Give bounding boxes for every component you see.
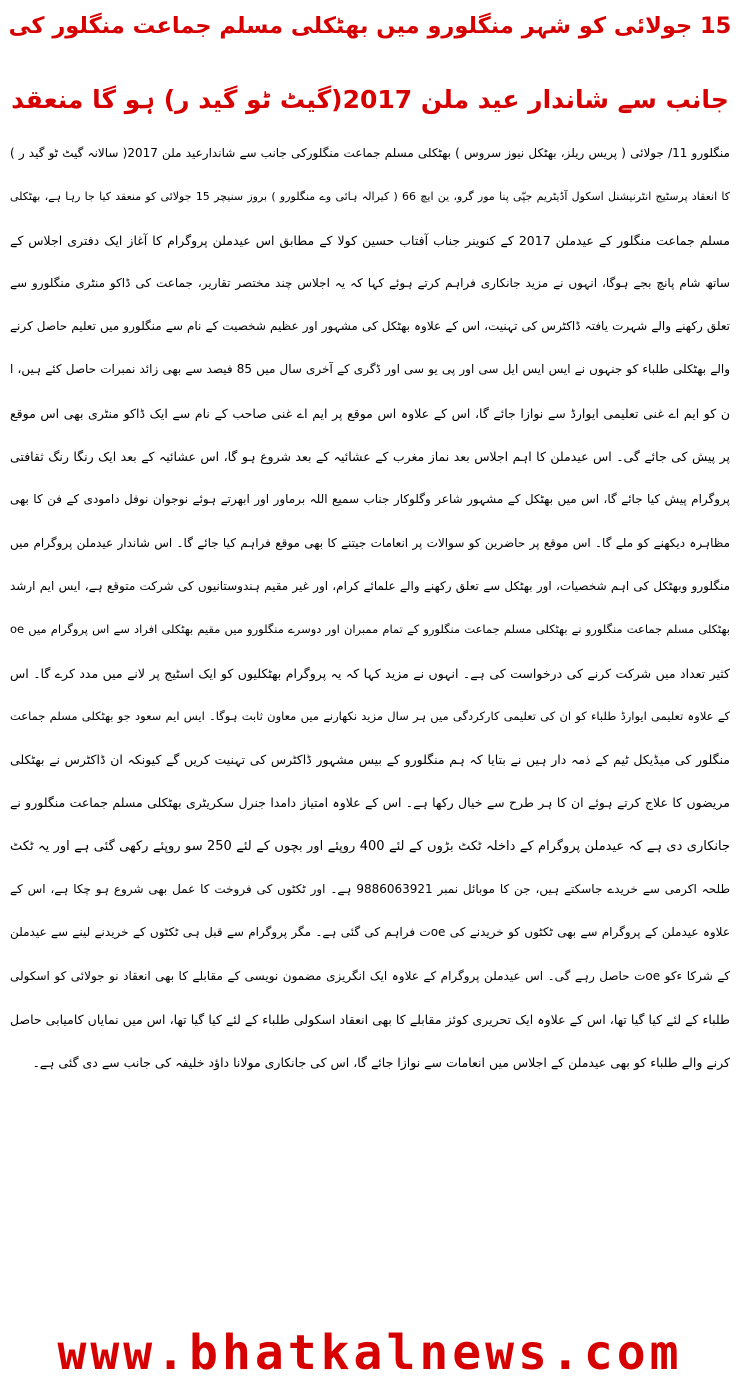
article-line: مظاہرہ دیکھنے کو ملے گا۔ اس موقع پر حاضرین کو سوالات پر انعامات جیتنے کا بھی موقع فراہم کیا جائے گا۔ اس شاندار عیدملن پروگرام میں (10, 535, 730, 550)
article-line: تعلق رکھنے والے شہرت یافتہ ڈاکٹرس کی تہنیت، اس کے علاوہ بھٹکل کی مشہور اور عظیم شخصیت کے نام سے منگلورو میں تعلیم حاصل کرنے (10, 319, 730, 334)
article-line: کے شرکا ءکو oeت حاصل رہے گی۔ اس عیدملن پروگرام کے علاوہ ایک انگریزی مضمون نویسی کے مقابلے کا بھی انعقاد نو جولائی کو اسکولی (10, 968, 730, 983)
article-line: علاوہ عیدملن کے پروگرام سے بھی ٹکٹوں کو خریدنے کی oeت فراہم کی گئی ہے۔ مگر پروگرام سے قبل ہی ٹکٹوں کے خریدنے لینے سے عیدملن (10, 925, 730, 940)
article-body (10, 132, 730, 1322)
article-line: مسلم جماعت منگلور کے عیدملن 2017 کے کنوینر جناب آفتاب حسین کولا کے مطابق اس عیدملن پروگرام کا آغاز ایک دفتری اجلاس کے (10, 232, 730, 248)
headline-line-1: 15 جولائی کو شہر منگلورو میں بھٹکلی مسلم جماعت منگلور کی (8, 13, 732, 39)
article-line: کثیر تعداد میں شرکت کرنے کی درخواست کی ہے۔ انہوں نے مزید کہا کہ یہ پروگرام بھٹکلیوں کو ایک اسٹیج پر لانے میں مدد کرے گا۔ اس (10, 665, 730, 681)
article-line: ن کو ایم اے غنی تعلیمی ایوارڈ سے نوازا جائے گا، اس کے علاوہ اس موقع پر ایم اے غنی صاحب کے نام سے ایک ڈاکو منٹری بھی اس موقع (10, 405, 730, 421)
article-line: oe بھٹکلی مسلم جماعت منگلورو نے بھٹکلی مسلم جماعت منگلورو کے تمام ممبران اور دوسرے منگلورو میں مقیم بھٹکلی افراد سے اس پروگرام میں (10, 622, 730, 637)
article-line: پر پیش کی جائے گی۔ اس عیدملن کا اہم اجلاس بعد نماز مغرب کے عشائیہ کے بعد شروع ہو گا، اس عشائیہ کے بعد ایک رنگا رنگ ثقافتی (10, 449, 730, 465)
article-line: منگلور کی میڈیکل ٹیم کے ذمہ دار ہیں نے بتایا کہ ہم منگلورو کے بیس مشہور ڈاکٹرس کی تہنیت کریں گے کیونکہ ان ڈاکٹرس نے بھٹکلی (10, 752, 730, 768)
article-line: منگلورو 11/ جولائی ( پریس ریلز، بھٹکل نیوز سروس ) بھٹکلی مسلم جماعت منگلورکی جانب سے شاندارعید ملن 2017( سالانہ گیٹ ٹو گید ر ) (10, 146, 730, 160)
site-url-footer: www.bhatkalnews.com (57, 1325, 683, 1381)
article-line: پروگرام پیش کیا جائے گا، اس میں بھٹکل کے مشہور شاعر وگلوکار جناب سمیع اللہ برماور اور ابھرتے ہوئے نوجوان نوفل دامودی کے فن کا بھی (10, 492, 730, 507)
article-line: والے بھٹکلی طلباء کو جنہوں نے ایس ایس ایل سی اور پی یو سی اور ڈگری کے آخری سال میں 85 فیصد سے بھی زائد نمبرات حاصل کئے ہیں، ا (10, 362, 730, 377)
article-line: کا انعقاد پرسٹیج انٹرنیشنل اسکول آڈیٹریم جپّی پنا مور گرو، ین ایچ 66 ( کیرالہ ہائی وے منگلورو ) بروز سنیچر 15 جولائی کو منعقد کیا جا رہا ہے، بھٹکلی (10, 190, 730, 204)
article-line: ساتھ شام پانچ بجے ہوگا، انہوں نے مزید جانکاری فراہم کرتے ہوئے کہا کہ یہ اجلاس چند مختصر تقاریر، جماعت کی ڈاکو منٹری منگلورو سے (10, 275, 730, 290)
article-line: کے علاوہ تعلیمی ایوارڈ طلباء کو ان کی تعلیمی کارکردگی میں ہر سال مزید نکھارنے میں معاون ثابت ہوگا۔ ایس ایم سعود جو بھٹکلی مسلم جماعت (10, 708, 730, 723)
article-line: منگلورو وبھٹکل کی اہم شخصیات، اور بھٹکل سے تعلق رکھنے والے علمائے کرام، اور غیر مقیم ہندوستانیوں کی شرکت متوقع ہے، ایس ایم ارشد (10, 578, 730, 593)
headline-line-2: جانب سے شاندار عید ملن 2017(گیٹ ٹو گید ر) ہو گا منعقد (11, 85, 729, 114)
article-line: مریضوں کا علاج کرتے ہوئے ان کا ہر طرح سے خیال رکھا ہے۔ اس کے علاوہ امتیاز دامدا جنرل سکریٹری بھٹکلی مسلم جماعت منگلورو نے (10, 795, 730, 811)
article-line: جانکاری دی ہے کہ عیدملن پروگرام کے داخلہ ٹکٹ بڑوں کے لئے 400 روپئے اور بچوں کے لئے 250 سو روپئے رکھی گئی ہے اور یہ ٹکٹ (10, 838, 730, 854)
article-line: طلحہ اکرمی سے خریدے جاسکتے ہیں، جن کا موبائل نمبر 9886063921 ہے۔ اور ٹکٹوں کی فروخت کا عمل بھی شروع ہو چکا ہے، اس کے (10, 882, 730, 897)
article-line: کرنے والے طلباء کو بھی عیدملن کے اجلاس میں انعامات سے نوازا جائے گا، اس کی جانکاری مولانا داؤد خلیفہ کی جانب سے دی گئی ہے۔ (32, 1055, 730, 1071)
article-line: طلباء کے لئے کیا گیا تھا، اس کے علاوہ ایک تحریری کوئز مقابلے کا بھی انعقاد اسکولی طلباء کے لئے کیا گیا تھا، اس میں نمایاں کامیابی حاصل (10, 1011, 730, 1027)
